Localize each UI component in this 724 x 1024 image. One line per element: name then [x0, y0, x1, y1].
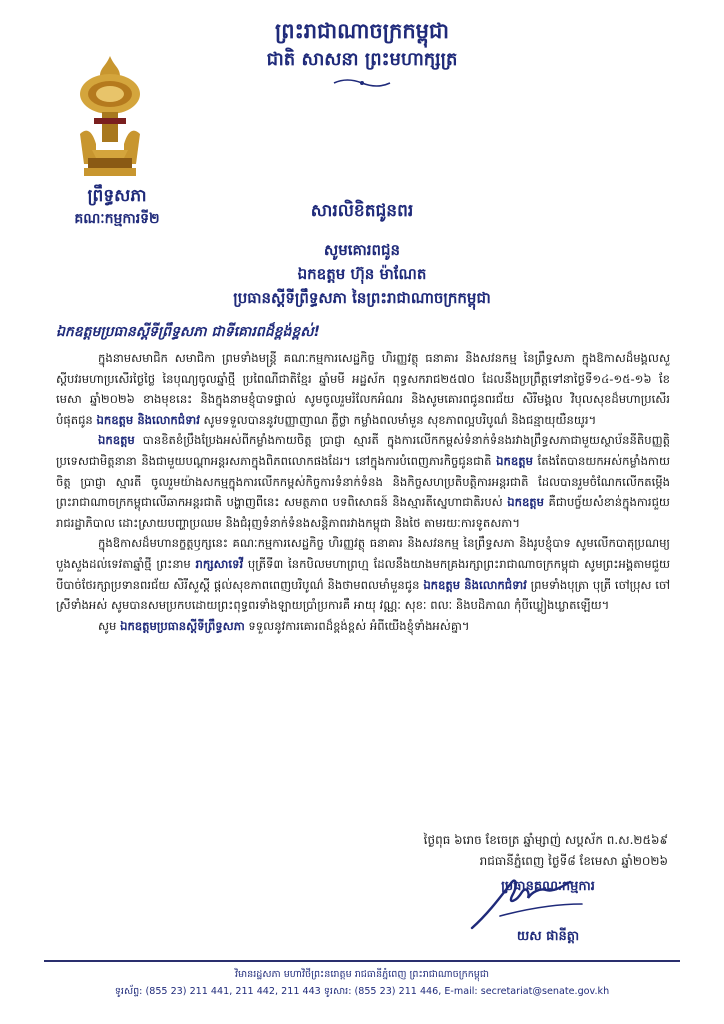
ornament-divider-icon: [332, 76, 392, 90]
recipient-title: ប្រធានស្តីទីព្រឹទ្ធសភា នៃព្រះរាជាណាចក្រកម្ពុជា: [233, 289, 491, 307]
senate-emblem-icon: [70, 54, 150, 184]
recipient-name: ឯកឧត្តម ហ៊ុន ម៉ាណែត: [297, 265, 427, 283]
lunar-date: ថ្ងៃពុធ ៦រោច ខែចេត្រ ឆ្នាំម្សាញ់ សប្តស័ក ព.ស.២៥៦៩: [423, 833, 668, 847]
footer: [0, 966, 724, 1000]
recipient-block: [0, 238, 724, 310]
footer-address: វិមានរដ្ឋសភា មហាវិថីព្រះនរោត្តម រាជធានីភ្នំពេញ ព្រះរាជាណាចក្រកម្ពុជា: [234, 969, 490, 980]
letter-body: [56, 348, 670, 636]
national-motto: ជាតិ សាសនា ព្រះមហាក្សត្រ: [266, 49, 458, 70]
document-type: សារលិខិតជូនពរ: [310, 201, 414, 221]
gregorian-date: រាជធានីភ្នំពេញ ថ្ងៃទី៨ ខែមេសា ឆ្នាំ២០២៦: [479, 854, 668, 868]
signer-title: ប្រធានគណៈកម្មការ: [501, 879, 595, 894]
footer-divider: [44, 960, 680, 962]
paragraph-2: ឯកឧត្តម បានខិតខំប្រឹងប្រែងអស់ពីកម្លាំងកាយចិត្ត ប្រាជ្ញា ស្មារតី ក្នុងការលើកកម្ពស់ទំនាក់ទំនងរវាងព្រឹទ្ធសភាជាមួយស្ថាប័ននីតិបញ្ញត្តិប្រទេសជាមិត្តនានា និងជាមួយបណ្តាអន្តរសភាក្នុងពិភពលោកផងដែរ។ នៅក្នុងការបំពេញភារកិច្ចជូនជាតិ ឯកឧត្តម តែងតែបានយកអស់កម្លាំងកាយចិត្ត ប្រាជ្ញា ស្មារតី ចូលរួមយ៉ាងសកម្មក្នុងការលើកកម្ពស់កិច្ចការទំនាក់ទំនង និងកិច្ចសហប្រតិបត្តិការអន្តរជាតិ ដែលបានរួមចំណែកលើកតម្កើងព្រះរាជាណាចក្រកម្ពុជាលើឆាកអន្តរជាតិ បង្ហាញពីនេះ សមត្ថភាព បទពិសោធន៍ និងស្មារតីស្នេហាជាតិរបស់ ឯកឧត្តម គឺជាបច្ច័យសំខាន់ក្នុងការជួយរាជរដ្ឋាភិបាល ដោះស្រាយបញ្ហាប្រឈម និងជំរុញទំនាក់ទំនងសន្តិភាពរវាងកម្ពុជា និងថៃ តាមរយៈការទូតសភា។: [56, 433, 671, 530]
paragraph-1: ក្នុងនាមសមាជិក សមាជិកា ព្រមទាំងមន្ត្រី គណៈកម្មការសេដ្ឋកិច្ច ហិរញ្ញវត្ថុ ធនាគារ និងសវនកម្ម នៃព្រឹទ្ធសភា ក្នុងឱកាសដ៏មង្គលសួស្តីបវរមហាប្រសើរថ្ងៃថ្លៃ នៃបុណ្យចូលឆ្នាំថ្មី ប្រពៃណីជាតិខ្មែរ ឆ្នាំមមី អដ្ឋស័ក ពុទ្ធសករាជ២៥៧០ ដែលនឹងប្រព្រឹត្តទៅនាថ្ងៃទី១៤-១៥-១៦ ខែមេសា ឆ្នាំ២០២៦ ខាងមុខនេះ និងក្នុងនាមខ្ញុំបាទផ្ទាល់ សូមចូលរួមរំលែកអំណរ និងសូមគោរពជូនពរជ័យ សិរីមង្គល វិបុលសុខដ៏មហាប្រសើរបំផុតជូន ឯកឧត្តម និងលោកជំទាវ សូមទទួលបាននូវបញ្ញាញាណ ភ្លឺថ្លា កម្លាំងពលមាំមួន សុខភាពល្អបរិបូណ៌ និងជន្មាយុយឺនយូរ។: [56, 351, 671, 427]
sender-committee: គណៈកម្មការទី២: [74, 211, 160, 227]
signer-name: យស ផានីត្តា: [516, 929, 580, 944]
salutation: ឯកឧត្តមប្រធានស្តីទីព្រឹទ្ធសភា ជាទីគោរពដ៏ខ្ពង់ខ្ពស់!: [56, 324, 320, 340]
paragraph-4: សូម ឯកឧត្តមប្រធានស្តីទីព្រឹទ្ធសភា ទទួលនូវការគោរពដ៏ខ្ពង់ខ្ពស់ អំពីយើងខ្ញុំទាំងអស់គ្នា។: [98, 618, 470, 633]
sender-institution: ព្រឹទ្ធសភា: [87, 186, 147, 206]
paragraph-3: ក្នុងឱកាសដ៏មហានក្ខត្តឫក្សនេះ គណៈកម្មការសេដ្ឋកិច្ច ហិរញ្ញវត្ថុ ធនាគារ និងសវនកម្ម នៃព្រឹទ្ធសភា និងរូបខ្ញុំបាទ សូមលើកបាតុប្រណម្យបួងសួងដល់ទេវតាឆ្នាំថ្មី ព្រះនាម រាក្សសាទេវី បុត្រីទី៣ នៃកបិលមហាព្រហ្ម ដែលនឹងយាងមកគ្រងរក្សាព្រះរាជាណាចក្រកម្ពុជា សូមព្រះអង្គតាមជួយបីបាច់ថែរក្សាប្រទានពរជ័យ សិរីសួស្តី ផ្តល់សុខភាពពេញបរិបូណ៌ និងថាមពលមាំមួនជូន ឯកឧត្តម និងលោកជំទាវ ព្រមទាំងបុត្រា បុត្រី ចៅប្រុស ចៅស្រីទាំងអស់ សូមបានសមប្រកបដោយព្រះពុទ្ធពរទាំងឡាយប្រាំប្រការគឺ អាយុ វណ្ណៈ សុខៈ ពលៈ និងបដិភាណ កុំបីឃ្លៀងឃ្លាតឡើយ។: [56, 536, 671, 613]
recipient-greeting: សូមគោរពជូន: [323, 241, 401, 259]
kingdom-title: ព្រះរាជាណាចក្រកម្ពុជា: [274, 19, 449, 43]
footer-contact: ទូរស័ព្ទ: (855 23) 211 441, 211 442, 211 443 ទូរសារ: (855 23) 211 446, E-mail: secretariat@senate.gov.kh: [114, 986, 610, 997]
